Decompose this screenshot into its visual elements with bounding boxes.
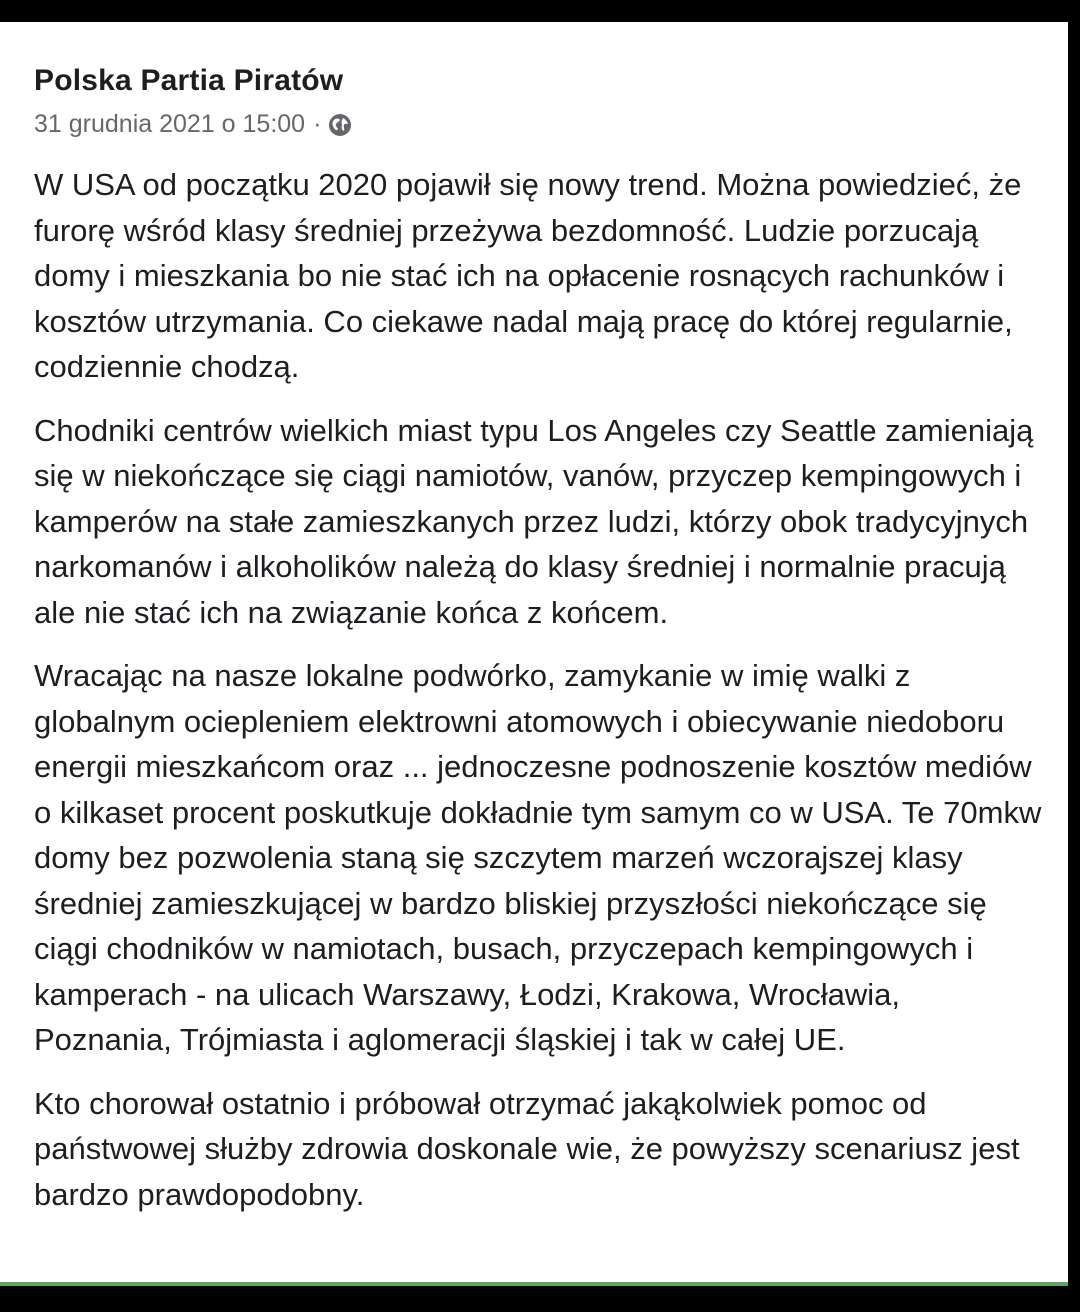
bottom-accent-line [0, 1282, 1068, 1286]
meta-separator: · [313, 110, 322, 138]
post-paragraph-2: Chodniki centrów wielkich miast typu Los Angeles czy Seattle zamieniają się w niekończące się ciągi namiotów, vanów, przyczep kempingowych i kamperów na stałe zamieszkanych przez ludzi, którzy obok tradycyjnych narkomanów i alkoholików należą do klasy średniej i normalnie pracują ale nie stać ich na związanie końca z końcem. [34, 412, 1034, 630]
post-body [34, 162, 1044, 1235]
post-author-name[interactable]: Polska Partia Piratów [34, 64, 344, 97]
post-paragraph-4: Kto chorował ostatnio i próbował otrzymać jakąkolwiek pomoc od państwowej służby zdrowia doskonale wie, że powyższy scenariusz jest bardzo prawdopodobny. [34, 1085, 1020, 1212]
post-paragraph-3: Wracając na nasze lokalne podwórko, zamykanie w imię walki z globalnym ociepleniem elektrowni atomowych i obiecywanie niedoboru energii mieszkańcom oraz ... jednoczesne podnoszenie kosztów mediów o kilkaset procent poskutkuje dokładnie tym samym co w USA. Te 70mkw domy bez pozwolenia staną się szczytem marzeń wczorajszej klasy średniej zamieszkującej w bardzo bliskiej przyszłości niekończące się ciągi chodników w namiotach, busach, przyczepach kempingowych i kamperach - na ulicach Warszawy, Łodzi, Krakowa, Wrocławia, Poznania, Trójmiasta i aglomeracji śląskiej i tak w całej UE. [34, 658, 1042, 1057]
post-meta [34, 110, 353, 139]
post-paragraph-1: W USA od początku 2020 pojawił się nowy trend. Można powiedzieć, że furorę wśród klasy średniej przeżywa bezdomność. Ludzie porzucają domy i mieszkania bo nie stać ich na opłacenie rosnących rachunków i kosztów utrzymania. Co ciekawe nadal mają pracę do której regularnie, codziennie chodzą. [34, 167, 1022, 384]
globe-icon[interactable] [327, 112, 353, 138]
post-timestamp[interactable]: 31 grudnia 2021 o 15:00 [34, 110, 306, 138]
facebook-post [0, 22, 1068, 1282]
